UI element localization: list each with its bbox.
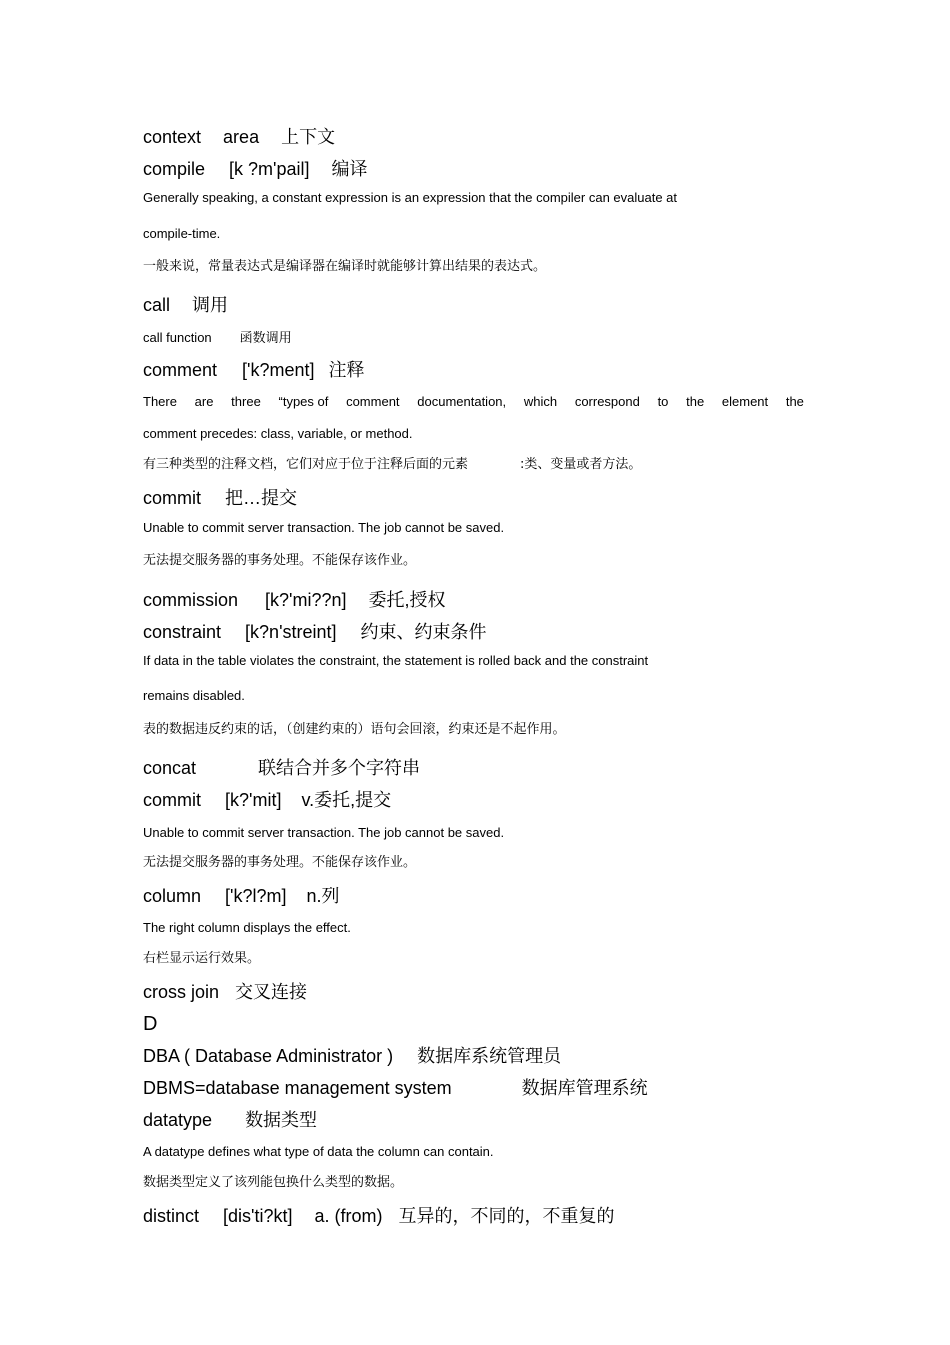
entry-dba (143, 1047, 561, 1065)
example-sentence: Unable to commit server transaction. The job cannot be saved. (143, 520, 505, 535)
term-translation: 互异的，不同的，不重复的 (398, 1206, 615, 1226)
term-phonetic: [k ?m'pail] (229, 159, 310, 179)
example-translation: 右栏显示运行效果。 (143, 951, 261, 966)
example-sentence: A datatype defines what type of data the column can contain. (143, 1144, 494, 1159)
term-word: concat (143, 758, 197, 778)
example-sentence: remains disabled. (143, 688, 245, 703)
term-phonetic: ['k?l?m] (225, 886, 287, 906)
entry-constraint (143, 623, 487, 641)
example-translation: 无法提交服务器的事务处理。不能保存该作业。 (143, 855, 417, 870)
term-word: DBA ( Database Administrator ) (143, 1046, 394, 1066)
section-letter: D (143, 1013, 158, 1035)
term-word: commission (143, 590, 239, 610)
term-word: comment (143, 360, 218, 380)
term-word: call (143, 295, 171, 315)
term-word: context (143, 127, 202, 147)
entry-distinct (143, 1207, 615, 1225)
term-phonetic: [k?n'streint] (245, 622, 337, 642)
term-translation: 把…提交 (225, 488, 297, 508)
term-translation: 调用 (192, 295, 229, 315)
term-translation: 上下文 (281, 127, 336, 147)
term-translation: 编译 (331, 159, 368, 179)
example-phrase: call function (143, 330, 212, 345)
example-sentence: If data in the table violates the constraint, the statement is rolled back and the constraint (143, 653, 649, 668)
term-translation: 数据类型 (245, 1110, 318, 1130)
entry-compile (143, 160, 368, 178)
term-word: area (223, 127, 260, 147)
term-word: cross join (143, 982, 220, 1002)
term-translation: 数据库系统管理员 (417, 1046, 562, 1066)
term-translation: v.委托,提交 (301, 790, 392, 810)
example-translation: 表的数据违反约束的话，（创建约束的）语句会回滚，约束还是不起作用。 (143, 722, 566, 737)
entry-comment (143, 361, 365, 379)
term-phonetic: ['k?ment] (242, 360, 315, 380)
term-word: commit (143, 488, 201, 508)
entry-call (143, 296, 228, 314)
example-sentence: Generally speaking, a constant expression is an expression that the compiler can evaluate at (143, 190, 678, 205)
example-translation: 一般来说，常量表达式是编译器在编译时就能够计算出结果的表达式。 (143, 259, 547, 274)
example-sentence: The right column displays the effect. (143, 920, 351, 935)
example-sentence: Unable to commit server transaction. The job cannot be saved. (143, 825, 505, 840)
term-translation: 约束、约束条件 (360, 622, 487, 642)
entry-datatype (143, 1111, 317, 1129)
term-translation: n.列 (306, 886, 340, 906)
term-phonetic: [dis'ti?kt] (223, 1206, 293, 1226)
term-word: constraint (143, 622, 222, 642)
entry-commit-verb (143, 791, 391, 809)
entry-dbms (143, 1079, 648, 1097)
term-word: DBMS=database management system (143, 1078, 452, 1098)
example-translation: 函数调用 (239, 331, 292, 346)
example-translation: 数据类型定义了该列能包换什么类型的数据。 (143, 1175, 404, 1190)
example-sentence: There are three “types of comment documentation, which correspond to the element the (143, 394, 804, 409)
entry-context (143, 128, 335, 146)
term-word: commit (143, 790, 201, 810)
example-translation: 有三种类型的注释文档，它们对应于位于注释后面的元素 :类、变量或者方法。 (143, 457, 642, 472)
term-translation: 联结合并多个字符串 (258, 758, 421, 778)
entry-commit (143, 489, 297, 507)
term-word: compile (143, 159, 206, 179)
example-translation: 无法提交服务器的事务处理。不能保存该作业。 (143, 553, 417, 568)
term-part-of-speech: a. (from) (314, 1206, 383, 1226)
term-translation: 委托,授权 (368, 590, 446, 610)
example-sentence: compile-time. (143, 226, 221, 241)
term-translation: 注释 (328, 360, 365, 380)
term-translation: 数据库管理系统 (521, 1078, 648, 1098)
term-translation: 交叉连接 (235, 982, 308, 1002)
term-phonetic: [k?'mi??n] (265, 590, 347, 610)
term-phonetic: [k?'mit] (225, 790, 282, 810)
term-word: distinct (143, 1206, 200, 1226)
example-sentence (143, 331, 292, 345)
term-word: datatype (143, 1110, 213, 1130)
example-sentence: comment precedes: class, variable, or method. (143, 426, 413, 441)
term-word: column (143, 886, 202, 906)
entry-cross-join (143, 983, 307, 1001)
entry-concat (143, 759, 420, 777)
entry-column (143, 887, 340, 905)
entry-commission (143, 591, 446, 609)
